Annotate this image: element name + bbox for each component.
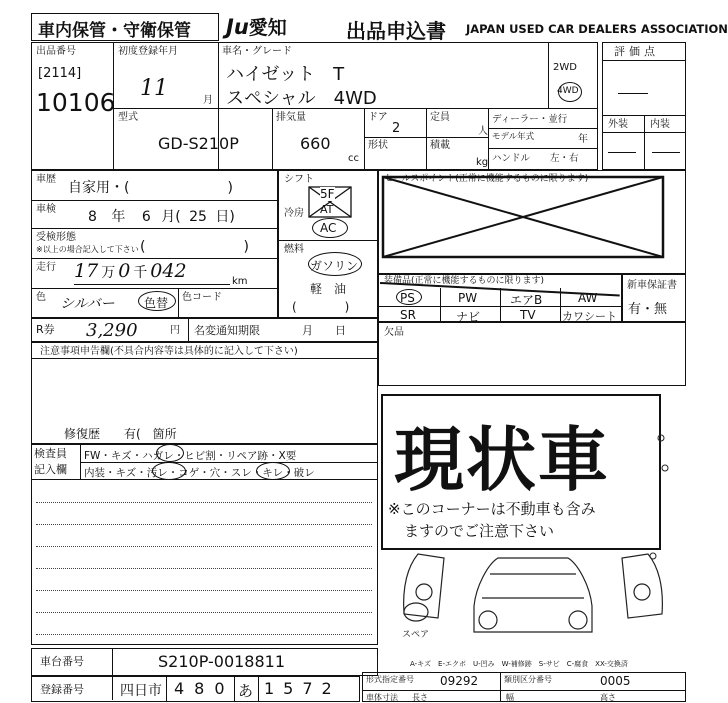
missing-items-box — [378, 322, 686, 386]
mileage-u1: 万 — [101, 265, 116, 281]
warranty-label: 新車保証書 — [627, 280, 677, 291]
car-grade: スペシャル 4WD — [226, 88, 377, 109]
inspection-month: 6 — [141, 209, 151, 225]
recycle-label: R券 — [36, 323, 55, 336]
handle-label: ハンドル — [492, 153, 531, 164]
inspection-year-unit: 年 — [111, 209, 126, 225]
drive-2wd: 2WD — [553, 62, 577, 73]
as-is-note-1: ※このコーナーは不動車も含み — [388, 500, 596, 518]
inspector-label-2: 記入欄 — [34, 463, 67, 476]
capacity-unit: 人 — [478, 126, 488, 137]
missing-items-label: 欠品 — [384, 327, 404, 338]
inspector-row-1: FW・キズ・ハガレ・ヒビ割・リペア跡・X要 — [84, 450, 297, 462]
dimension-label: 車体寸法 — [366, 693, 398, 702]
usage-label: 車歴 — [36, 174, 56, 185]
damage-legend: A-キズ E-エクボ U-凹み W-補修跡 S-サビ C-腐食 XX-交換済 — [410, 660, 628, 668]
mileage-u2: 千 — [133, 265, 148, 281]
name-change-unit: 月 日 — [302, 324, 346, 337]
first-registration-label: 初度登録年月 — [118, 46, 178, 57]
ju-logo — [226, 13, 287, 40]
repair-history: 修復歴 有( 箇所 — [64, 427, 177, 441]
exterior-label: 外装 — [608, 119, 628, 130]
model-spec-label: 形式指定番号 — [366, 675, 414, 684]
fuel-diesel: 軽 油 — [310, 282, 347, 296]
shift-value: 5F — [320, 187, 335, 201]
shape-label: 形状 — [368, 140, 388, 151]
displacement-value: 660 — [300, 134, 331, 153]
registration-label: 登録番号 — [40, 683, 84, 696]
rating-label: 評価点 — [614, 45, 659, 58]
lot-number: 10106 — [36, 88, 116, 117]
car-damage-diagram — [378, 386, 688, 650]
mileage-unit: km — [232, 276, 248, 287]
inspection-month-unit: 月( — [161, 209, 181, 225]
category-label: 類別区分番号 — [504, 675, 552, 684]
sales-point-cross-mark — [382, 176, 664, 258]
fuel-gas: ガソリン — [310, 259, 359, 273]
mileage-value — [74, 260, 187, 282]
association-name: JAPAN USED CAR DEALERS ASSOCIATION — [466, 22, 728, 36]
inspector-dirt-circle — [152, 462, 186, 480]
length-label: 長さ — [412, 693, 428, 702]
equip-ps-circle — [396, 289, 422, 305]
lot-code: [2114] — [38, 66, 82, 81]
inspection-date — [88, 206, 235, 226]
displacement-label: 排気量 — [276, 112, 306, 123]
load-label: 積載 — [430, 140, 450, 151]
cool-label: 冷房 — [284, 208, 304, 219]
fuel-label: 燃料 — [284, 244, 304, 255]
chassis-value: S210P-0018811 — [158, 652, 286, 671]
displacement-unit: cc — [348, 153, 359, 164]
inspector-label-1: 検査員 — [34, 447, 67, 460]
inspector-wear-circle — [256, 462, 290, 480]
car-name: ハイゼット T — [226, 64, 345, 85]
equip-pw: PW — [458, 291, 478, 305]
inspection-day-unit: 日) — [215, 209, 235, 225]
inspection-day: 25 — [189, 209, 207, 225]
mileage-v3: 042 — [150, 260, 187, 282]
exterior-value-dash — [608, 152, 636, 153]
first-registration-month: 11 — [140, 76, 168, 101]
shift-at: AT — [320, 203, 334, 216]
equip-sr: SR — [400, 308, 416, 322]
mileage-label: 走行 — [36, 262, 56, 273]
sales-point-crossed-box — [382, 176, 664, 258]
name-change-label: 名変通知期限 — [194, 324, 260, 337]
equip-power-seat: カワシート — [562, 310, 617, 323]
dealer-label: ディーラー・並行 — [492, 114, 568, 125]
model-label: 型式 — [118, 112, 138, 123]
registration-region: 四日市 — [120, 683, 162, 699]
car-name-label: 車名・グレード — [222, 46, 292, 57]
as-is-note-2: ますのでご注意下さい — [404, 522, 555, 540]
doors-label: ドア — [368, 112, 388, 123]
model-year-label: モデル年式 — [492, 132, 535, 142]
category-value: 0005 — [600, 674, 631, 688]
as-is-title: 現状車 — [394, 419, 610, 501]
ju-logo-mark: Ju — [226, 15, 249, 39]
first-registration-unit: 月 — [203, 95, 213, 106]
fuel-other: ( ) — [292, 300, 350, 314]
equip-ps: PS — [400, 291, 415, 305]
color-code-label: 色コード — [182, 292, 222, 303]
inspector-row-2: 内装・キズ・汚レ・コゲ・穴・スレ・キレ・破レ — [84, 467, 315, 479]
chassis-label: 車台番号 — [40, 655, 84, 668]
inspection-year: 8 — [88, 209, 97, 225]
registration-class: 480 — [174, 679, 235, 698]
acceptance-note: ※以上の場合記入して下さい — [36, 245, 139, 254]
cool-value: AC — [320, 221, 337, 235]
registration-kana: あ — [238, 682, 254, 700]
recycle-unit: 円 — [170, 325, 180, 336]
equip-navi: ナビ — [456, 310, 481, 324]
equip-tv: TV — [520, 308, 536, 322]
sales-point-label: セールスポイント(正常に機能するものに限ります) — [384, 174, 589, 184]
interior-label: 内装 — [650, 119, 670, 130]
equip-aw: AW — [578, 291, 598, 305]
model-spec-value: 09292 — [440, 674, 479, 688]
model-value: GD-S210P — [158, 134, 239, 153]
color-value: シルバー — [60, 296, 115, 312]
inspection-label: 車検 — [36, 204, 56, 215]
rating-value-dash — [618, 93, 648, 94]
usage-value: 自家用・( ) — [68, 180, 233, 196]
doors-value: 2 — [392, 121, 401, 136]
mileage-v1: 17 — [74, 260, 99, 282]
form-title: 出品申込書 — [346, 19, 446, 43]
drive-4wd: 4WD — [557, 86, 579, 96]
width-label: 幅 — [506, 693, 514, 702]
equipment-label: 装備品(正常に機能するものに限ります) — [384, 276, 545, 286]
notes-label: 注意事項申告欄(不具合内容等は具体的に記入して下さい) — [40, 346, 298, 357]
equip-airbag: エアB — [510, 293, 543, 307]
model-year-unit: 年 — [578, 134, 588, 145]
color-changed: 色替 — [144, 296, 169, 310]
capacity-label: 定員 — [430, 112, 450, 123]
logo-prefecture: 愛知 — [248, 17, 287, 39]
mileage-v2: 0 — [118, 260, 131, 282]
inspector-scratch-circle — [156, 444, 184, 462]
acceptance-value: ( ) — [140, 239, 249, 255]
spare-label: スペア — [402, 630, 430, 640]
handle-value: 左・右 — [550, 153, 579, 164]
color-label: 色 — [36, 292, 46, 303]
shift-label: シフト — [284, 174, 314, 185]
lot-number-label: 出品番号 — [36, 46, 76, 57]
storage-label: 車内保管・守衛保管 — [38, 21, 191, 41]
registration-number: 1572 — [264, 679, 341, 698]
height-label: 高さ — [600, 693, 616, 702]
acceptance-label: 受検形態 — [36, 232, 76, 243]
recycle-value: 3,290 — [86, 320, 138, 341]
warranty-value: 有・無 — [628, 302, 668, 317]
interior-value-dash — [652, 152, 680, 153]
load-unit: kg — [476, 157, 489, 168]
remarks-area — [31, 480, 378, 645]
